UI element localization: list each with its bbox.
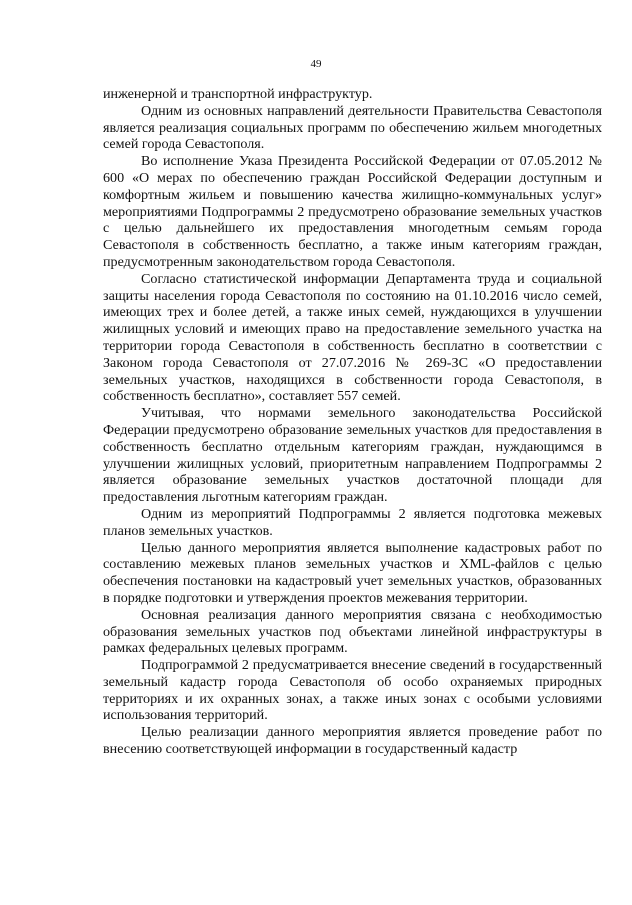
paragraph: Во исполнение Указа Президента Российской Федерации от 07.05.2012 № 600 «О мерах по обеспечению граждан Российской Федерации доступным и комфортным жильем и повышению качества жилищно-коммунальных услуг» мероприятиями Подпрограммы 2 предусмотрено образование земельных участков с целью дальнейшего их предоставления многодетным семьям города Севастополя в собственность бесплатно, а также иным категориям граждан, предусмотренным законодательством города Севастополя. (103, 153, 602, 270)
paragraph: Целью данного мероприятия является выполнение кадастровых работ по составлению межевых планов земельных участков и XML-файлов с целью обеспечения постановки на кадастровый учет земельных участков, образованных в порядке подготовки и утверждения проектов межевания территории. (103, 539, 602, 606)
paragraph: Основная реализация данного мероприятия связана с необходимостью образования земельных участков под объектами линейной инфраструктуры в рамках федеральных целевых программ. (103, 606, 602, 657)
paragraph: Одним из основных направлений деятельности Правительства Севастополя является реализация социальных программ по обеспечению жильем многодетных семей города Севастополя. (103, 102, 602, 153)
paragraph: Согласно статистической информации Департамента труда и социальной защиты населения города Севастополя по состоянию на 01.10.2016 число семей, имеющих трех и более детей, а также иных семей, нуждающихся в улучшении жилищных условий и имеющих право на предоставление земельного участка на территории города Севастополя в собственность бесплатно в соответствии с Законом города Севастополя от 27.07.2016 № 269-ЗС «О предоставлении земельных участков, находящихся в собственности города Севастополя, в собственность бесплатно», составляет 557 семей. (103, 270, 602, 405)
paragraph: Целью реализации данного мероприятия является проведение работ по внесению соответствующей информации в государственный кадастр (103, 724, 602, 758)
paragraph-continuation: инженерной и транспортной инфраструктур. (103, 86, 373, 102)
paragraph: Одним из мероприятий Подпрограммы 2 является подготовка межевых планов земельных участков. (103, 505, 602, 539)
paragraph: Учитывая, что нормами земельного законодательства Российской Федерации предусмотрено образование земельных участков для предоставления в собственность бесплатно отдельным категориям граждан, нуждающимся в улучшении жилищных условий, приоритетным направлением Подпрограммы 2 является образование земельных участков достаточной площади для предоставления льготным категориям граждан. (103, 405, 602, 506)
body-text (103, 86, 602, 758)
paragraph: Подпрограммой 2 предусматривается внесение сведений в государственный земельный кадастр города Севастополя об особо охраняемых природных территориях и их охранных зонах, а также иных зонах с особыми условиями использования территорий. (103, 657, 602, 724)
page-number: 49 (310, 58, 322, 70)
